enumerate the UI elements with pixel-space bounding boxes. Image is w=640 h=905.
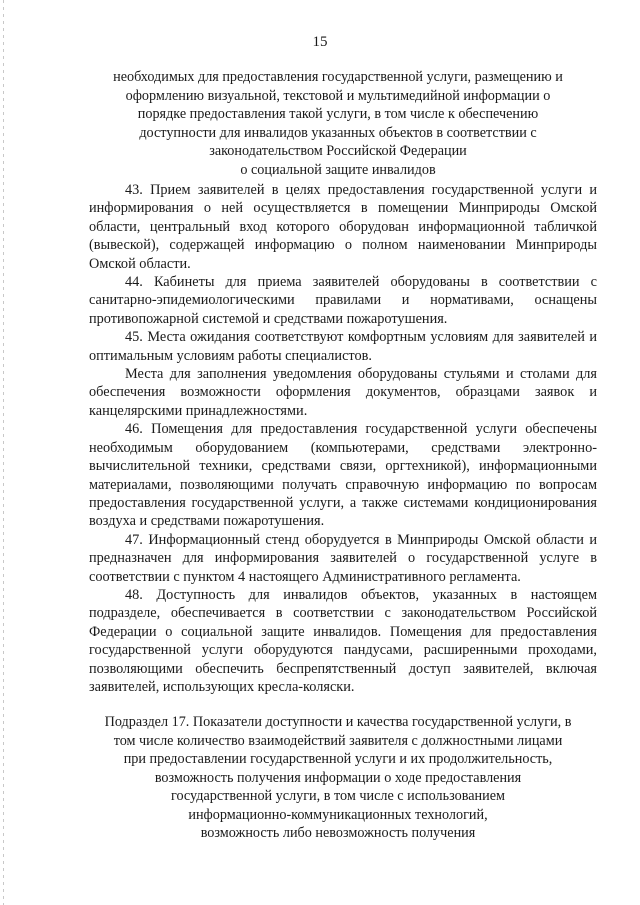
scan-left-border [3, 0, 4, 905]
paragraph-48: 48. Доступность для инвалидов объектов, указанных в настоящем подразделе, обеспечивается в соответствии с законодательством Российской Федерации о социальной защите инвалидов. Помещения для предоставления государственной услуги оборудуются пандусами, расширенными проходами, позволяющими обеспечить беспрепятственный доступ заявителей, включая заявителей, использующих кресла-коляски. [89, 586, 597, 695]
heading-line: Подраздел 17. Показатели доступности и качества государственной услуги, в [104, 714, 572, 730]
heading-line: доступности для инвалидов указанных объектов в соответствии с [139, 124, 537, 141]
heading-line: возможность получения информации о ходе предоставления [154, 769, 522, 786]
page-number: 15 [312, 34, 328, 50]
heading-line: том числе количество взаимодействий заявителя с должностными лицами [113, 732, 563, 749]
subsection-heading [72, 713, 604, 843]
heading-line: законодательством Российской Федерации [209, 143, 467, 159]
paragraph-47: 47. Информационный стенд оборудуется в Минприроды Омской области и предназначен для информирования заявителей о государственной услуге в соответствии с пунктом 4 настоящего Административного регламента. [89, 531, 597, 585]
heading-line: необходимых для предоставления государственной услуги, размещению и [113, 69, 563, 85]
heading-line: возможность либо невозможность получения [200, 825, 476, 841]
heading-line: при предоставлении государственной услуги и их продолжительность, [123, 751, 553, 767]
paragraph-waiting-places: Места для заполнения уведомления оборудованы стульями и столами для обеспечения возможности оформления документов, образцами заявок и канцелярскими принадлежностями. [89, 366, 597, 419]
paragraph-43: 43. Прием заявителей в целях предоставления государственной услуги и информирования о ней осуществляется в помещении Минприроды Омской области, центральный вход которого оборудован информационной табличкой (вывеской), содержащей информацию о полном наименовании Минприроды Омской области. [89, 182, 597, 272]
section-heading [78, 68, 598, 179]
paragraph-44: 44. Кабинеты для приема заявителей оборудованы в соответствии с санитарно-эпидемиологическими правилами и нормативами, оснащены противопожарной системой и средствами пожаротушения. [89, 274, 597, 327]
document-body [89, 181, 597, 696]
paragraph-45: 45. Места ожидания соответствуют комфортным условиям для заявителей и оптимальным условиям работы специалистов. [89, 329, 597, 364]
heading-line: о социальной защите инвалидов [240, 161, 436, 178]
paragraph-46: 46. Помещения для предоставления государственной услуги обеспечены необходимым оборудованием (компьютерами, средствами электронно-вычислительной техники, средствами связи, оргтехникой), информационными материалами, позволяющими получать справочную информацию по вопросам предоставления государственной услуги, а также системами кондиционирования воздуха и средствами пожаротушения. [89, 421, 597, 530]
heading-line: оформлению визуальной, текстовой и мультимедийной информации о [125, 87, 551, 104]
heading-line: информационно-коммуникационных технологий, [188, 806, 488, 823]
heading-line: государственной услуги, в том числе с использованием [171, 788, 505, 804]
heading-line: порядке предоставления такой услуги, в том числе к обеспечению [137, 106, 539, 122]
